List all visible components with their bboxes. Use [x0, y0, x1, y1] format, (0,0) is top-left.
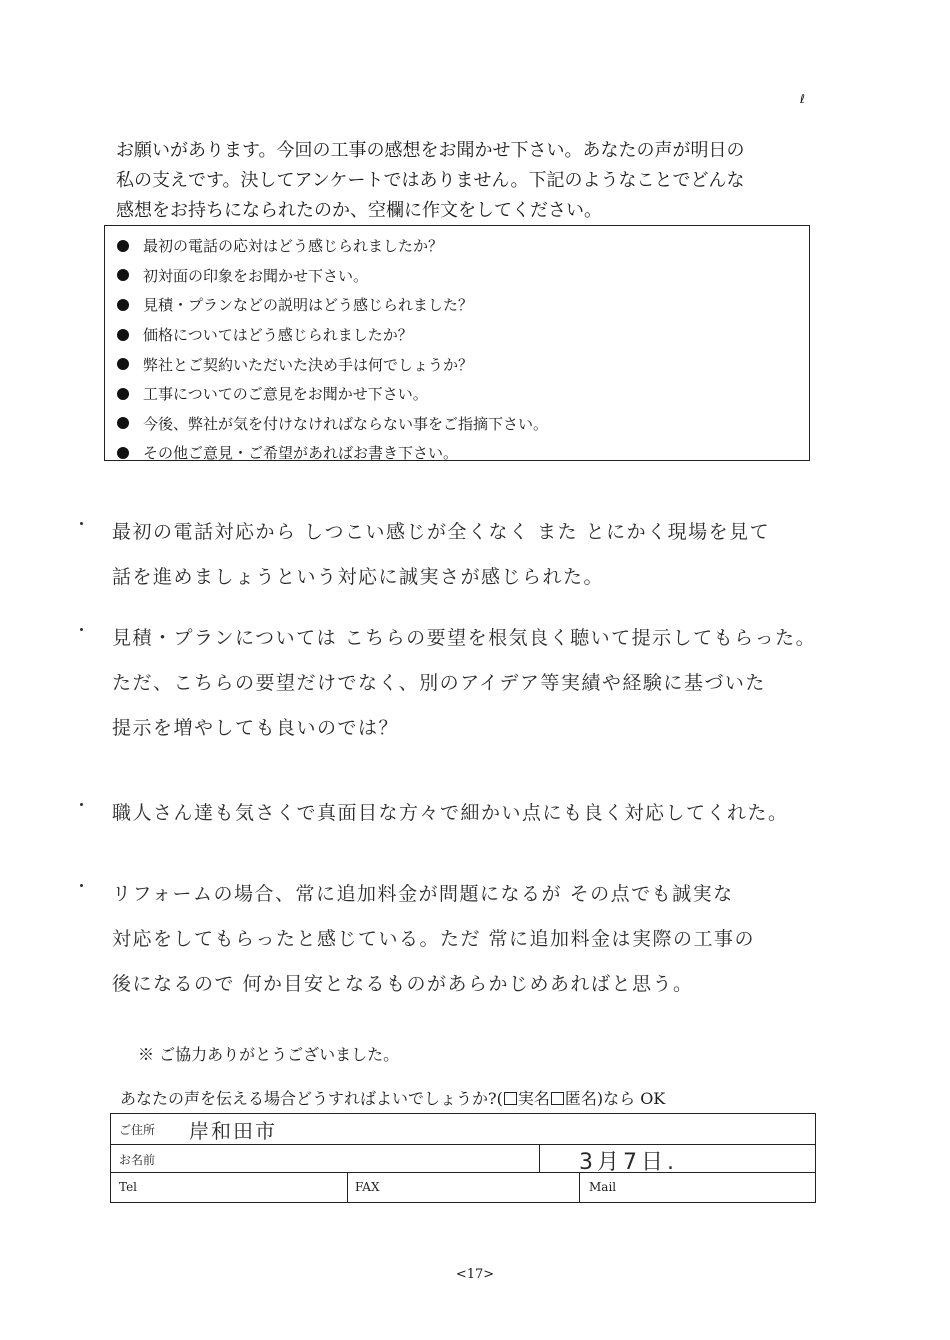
consent-question: [120, 1086, 665, 1109]
answer-line: 話を進めましょうという対応に誠実さが感じられた。: [112, 566, 605, 588]
bullet-icon: [117, 358, 129, 370]
answer-line: 職人さん達も気さくで真面目な方々で細かい点にも良く対応してくれた。: [112, 802, 789, 824]
answer-line: 見積・プランについては こちらの要望を根気良く聴いて提示してもらった。: [112, 627, 817, 649]
answer-dot: [80, 803, 83, 806]
consent-text-end: )なら OK: [596, 1089, 666, 1108]
address-label: ご住所: [119, 1123, 156, 1137]
bullet-icon: [117, 240, 129, 252]
address-value[interactable]: 岸和田市: [189, 1119, 277, 1143]
answer-dot: [80, 628, 83, 631]
question-item: [117, 438, 809, 468]
question-item: [117, 379, 809, 409]
question-item: [117, 290, 809, 320]
corner-mark: ℓ: [800, 92, 805, 106]
bullet-icon: [117, 269, 129, 281]
question-text: 弊社とご契約いただいた決め手は何でしょうか？: [143, 355, 474, 374]
answer-line: 対応をしてもらったと感じている。ただ 常に追加料金は実際の工事の: [112, 928, 756, 950]
bullet-icon: [117, 329, 129, 341]
answer-line: 最初の電話対応から しつこい感じが全くなく また とにかく現場を見て: [112, 521, 771, 543]
name-date-divider: [539, 1144, 540, 1172]
real-name-checkbox[interactable]: [504, 1092, 517, 1105]
question-text: 価格についてはどう感じられましたか？: [143, 326, 413, 345]
handwritten-answers: [70, 510, 870, 1007]
answer-paragraph: [70, 872, 870, 1007]
thanks-note: ※ ご協力ありがとうございました。: [138, 1045, 400, 1064]
consent-text: あなたの声を伝える場合どうすればよいでしょうか?(: [120, 1089, 503, 1108]
bullet-icon: [117, 417, 129, 429]
name-row: [111, 1144, 815, 1173]
bullet-icon: [117, 299, 129, 311]
answer-dot: [80, 884, 83, 887]
intro-line: 感想をお持ちになられたのか、空欄に作文をしてください。: [116, 200, 602, 221]
question-list-box: [104, 225, 810, 461]
question-text: 工事についてのご意見をお聞かせ下さい。: [143, 385, 428, 404]
mail-label: Mail: [589, 1180, 617, 1194]
answer-paragraph: [70, 791, 870, 836]
question-text: 今後、弊社が気を付けなければならない事をご指摘下さい。: [143, 414, 549, 433]
question-item: [117, 261, 809, 291]
question-text: 見積・プランなどの説明はどう感じられました？: [143, 296, 474, 315]
question-item: [117, 320, 809, 350]
name-label: お名前: [119, 1153, 156, 1167]
answer-line: 提示を増やしても良いのでは？: [112, 717, 400, 739]
answer-dot: [80, 522, 83, 525]
tel-fax-divider: [347, 1172, 348, 1203]
fax-label: FAX: [355, 1180, 380, 1194]
question-text: 最初の電話の応対はどう感じられましたか？: [143, 237, 444, 256]
question-item: [117, 409, 809, 439]
intro-line: お願いがあります。今回の工事の感想をお聞かせ下さい。あなたの声が明日の: [116, 140, 745, 161]
anonymous-label: 匿名: [564, 1089, 597, 1108]
question-item: [117, 349, 809, 379]
anonymous-checkbox[interactable]: [551, 1092, 564, 1105]
fax-mail-divider: [579, 1172, 580, 1203]
answer-paragraph: [70, 616, 870, 751]
date-value: 3月7日.: [579, 1150, 678, 1175]
address-row: [111, 1114, 815, 1145]
bullet-icon: [117, 447, 129, 459]
answer-paragraph: [70, 510, 870, 600]
page-number: <17>: [455, 1267, 495, 1282]
answer-line: 後になるので 何か目安となるものがあらかじめあればと思う。: [112, 973, 694, 995]
answer-line: ただ、こちらの要望だけでなく、別のアイデア等実績や経験に基づいた: [112, 672, 766, 694]
bullet-icon: [117, 388, 129, 400]
contact-form: [110, 1113, 816, 1203]
real-name-label: 実名: [517, 1089, 550, 1108]
question-text: 初対面の印象をお聞かせ下さい。: [143, 266, 369, 285]
intro-paragraph: [116, 136, 816, 226]
question-text: その他ご意見・ご希望があればお書き下さい。: [143, 444, 459, 463]
answer-line: リフォームの場合、常に追加料金が問題になるが その点でも誠実な: [112, 883, 734, 905]
question-item: [117, 231, 809, 261]
intro-line: 私の支えです。決してアンケートではありません。下記のようなことでどんな: [116, 170, 745, 191]
tel-label: Tel: [119, 1180, 138, 1194]
